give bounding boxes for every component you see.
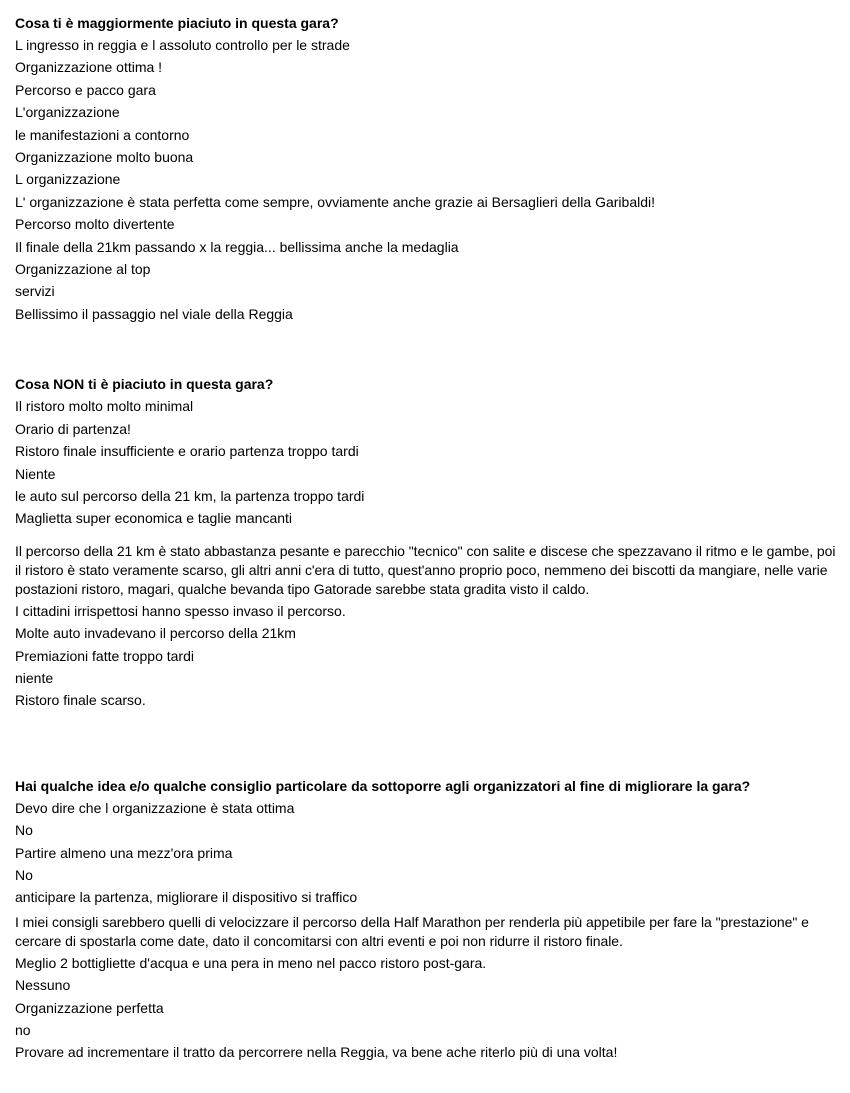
- answer-item: Il percorso della 21 km è stato abbastanza pesante e parecchio "tecnico" con salite e discese che spezzavano il ritmo e le gambe, poi il ristoro è stato veramente scarso, gli altri anni c'era di tutto, quest'anno proprio poco, nemmeno dei biscotti da mangiare, nelle varie postazioni ristoro, magari, qualche bevanda tipo Gatorade sarebbe stata gradita visto il caldo.: [15, 542, 836, 597]
- answer-item: Maglietta super economica e taglie mancanti: [15, 510, 293, 527]
- answer-item: Organizzazione molto buona: [15, 149, 194, 166]
- answer-item: Niente: [15, 465, 56, 482]
- answer-item: Il ristoro molto molto minimal: [15, 398, 194, 415]
- answer-item: servizi: [15, 283, 55, 300]
- answer-item: L'organizzazione: [15, 104, 120, 121]
- answer-item: Organizzazione perfetta: [15, 999, 164, 1016]
- answer-item: Il finale della 21km passando x la reggia... bellissima anche la medaglia: [15, 238, 459, 255]
- section-disliked: [15, 373, 845, 711]
- answer-item: anticipare la partenza, migliorare il dispositivo si traffico: [15, 889, 358, 906]
- answer-item: L' organizzazione è stata perfetta come sempre, ovviamente anche grazie ai Bersaglieri della Garibaldi!: [15, 193, 656, 210]
- answer-list: [15, 34, 845, 325]
- answer-item: Orario di partenza!: [15, 420, 131, 437]
- answer-item: I cittadini irrispettosi hanno spesso invaso il percorso.: [15, 602, 346, 619]
- answer-item: Ristoro finale scarso.: [15, 692, 146, 709]
- answer-item: Nessuno: [15, 977, 71, 994]
- answer-item: Organizzazione ottima !: [15, 59, 163, 76]
- answer-item: Organizzazione al top: [15, 261, 151, 278]
- answer-item: le auto sul percorso della 21 km, la partenza troppo tardi: [15, 487, 365, 504]
- answer-item: no: [15, 1022, 31, 1038]
- answer-item: No: [15, 822, 33, 839]
- section-suggestions: [15, 775, 845, 1064]
- question-heading: Hai qualche idea e/o qualche consiglio particolare da sottoporre agli organizzatori al fine di migliorare la gara?: [15, 777, 751, 794]
- answer-item: Devo dire che l organizzazione è stata ottima: [15, 799, 295, 816]
- answer-item: Provare ad incrementare il tratto da percorrere nella Reggia, va bene ache riterlo più di una volta!: [15, 1044, 618, 1061]
- answer-item: I miei consigli sarebbero quelli di velocizzare il percorso della Half Marathon per renderla più appetibile per fare la "prestazione" e cercare di spostarla come date, dato il concomitarsi con altri eventi e poi non ridurre il ristoro finale.: [15, 913, 809, 949]
- answer-list: [15, 797, 845, 1064]
- answer-item: le manifestazioni a contorno: [15, 126, 190, 143]
- answer-item: Molte auto invadevano il percorso della 21km: [15, 625, 296, 642]
- answer-item: No: [15, 866, 33, 883]
- answer-item: Premiazioni fatte troppo tardi: [15, 647, 194, 664]
- answer-item: niente: [15, 669, 54, 686]
- question-heading: Cosa NON ti è piaciuto in questa gara?: [15, 376, 274, 393]
- answer-item: Meglio 2 bottigliette d'acqua e una pera in meno nel pacco ristoro post-gara.: [15, 954, 487, 971]
- answer-item: L ingresso in reggia e l assoluto controllo per le strade: [15, 37, 350, 53]
- answer-item: Ristoro finale insufficiente e orario partenza troppo tardi: [15, 443, 359, 460]
- survey-document: [15, 12, 845, 1064]
- answer-item: Percorso molto divertente: [15, 216, 175, 233]
- answer-list: [15, 395, 845, 711]
- question-heading: Cosa ti è maggiormente piaciuto in questa gara?: [15, 15, 339, 31]
- section-liked: [15, 12, 845, 325]
- answer-item: L organizzazione: [15, 171, 121, 188]
- answer-item: Percorso e pacco gara: [15, 81, 156, 98]
- answer-item: Partire almeno una mezz'ora prima: [15, 844, 233, 861]
- answer-item: Bellissimo il passaggio nel viale della Reggia: [15, 305, 293, 322]
